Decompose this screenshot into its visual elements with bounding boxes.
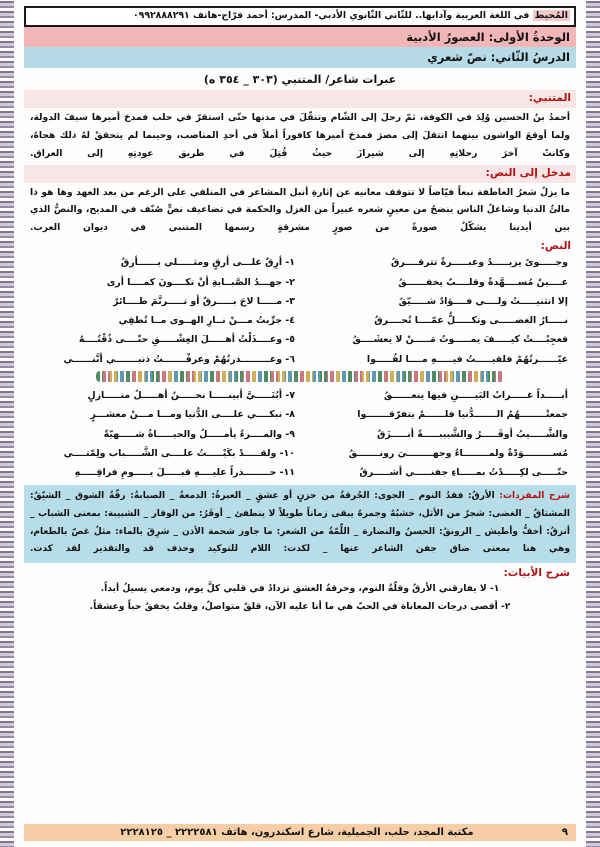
verse-number: ١١- — [279, 467, 295, 479]
verse-hemistich-first — [28, 425, 301, 444]
verse-hemistich-second: إلا انثنيـــــتُ ولــــي فــــؤادٌ شـــــيّقُ — [398, 295, 568, 307]
publisher-info: مكتبة المجد، حلب، الجميلية، شارع اسكندرون، هاتف ٢٢٢٢٥٨١ _ ٢٢٢٨١٢٥ — [120, 827, 474, 838]
verse-text: وعــــذَلْتُ أهـــــلَ العِشْـــــقِ حتّــــى ذُقْتُــــهُ — [78, 334, 283, 346]
verse-hemistich-first — [28, 463, 301, 482]
verse-row — [28, 311, 572, 330]
verse-hemistich-first — [28, 444, 301, 463]
explanation-line: ٢- أقصى درجات المعاناة في الحبّ هي ما أنا عليه الآن، قلقٌ متواصلٌ، وقلبٌ يخفقُ حباً وعشقاً. — [89, 601, 511, 613]
page-content — [18, 0, 582, 847]
verse-number: ٥- — [285, 334, 295, 346]
verse-hemistich-second: نـــــارُ الغضـــــى وتكـــــلُّ عمّــــا تُحــــرقُ — [374, 315, 568, 327]
verse-text: أبُنَـــــيَّ أبينـــــا نحـــــنُ أهـــــلُ منـــــازلٍ — [87, 390, 283, 402]
decorative-divider — [96, 371, 504, 382]
verse-hemistich-second: مُســـــــــوَدّةٌ ولمــــــــاءُ وجهــــــــيَ رونـــــــقُ — [348, 447, 568, 459]
verse-text: جهـــدُ الصَّبــابةِ أنْ تكــــونَ كمــــا أرى — [106, 276, 283, 288]
verse-row — [28, 253, 572, 272]
verse-text: وعـــــــــذرتُهُمْ وعرفْـــــــتُ ذنبـــــــي أنَّنــــــي — [63, 353, 283, 365]
verse-hemistich-second: جمعتْــــــــهُمُ الـــــــدُّنيا فلــــــمْ يتفرّقـــــــوا — [357, 409, 568, 421]
verses-group-one — [24, 252, 576, 369]
verse-text: نبكــــي علــــى الدُّنيا ومـــا مـــنْ معشـــرٍ — [90, 409, 283, 421]
verse-number: ٧- — [285, 390, 295, 402]
explanation-line: ١- لا يفارقني الأرقُ وقلّةُ النوم، وحرقةُ العشق تزدادُ في قلبي كلَّ يوم، ودمعي يسيلُ أبداً. — [100, 582, 500, 594]
verse-row — [28, 330, 572, 349]
verse-number: ٢- — [285, 276, 295, 288]
subject-line: عبرات شاعر/ المتنبي (٣٠٣ _ ٣٥٤ ه) — [203, 73, 397, 87]
verse-hemistich-first — [28, 386, 301, 405]
verse-hemistich-second: عيّــــــرتُهُمْ فلقيـــــتُ فيـــــهِ مــــا لقُـــــوا — [366, 353, 568, 365]
verse-hemistich-first — [28, 292, 301, 311]
verse-text: والمــــرءُ يأمـــــلُ والحيـــــاةُ شـــــهيّةٌ — [103, 428, 283, 440]
verse-text: جرِّبتُ مـــنْ نــارِ الهــوى مــا تُطفِي — [118, 315, 283, 327]
verse-number: ٣- — [285, 295, 295, 307]
verse-number: ٨- — [285, 409, 295, 421]
verse-row — [28, 425, 572, 444]
verse-hemistich-second: حتّـــــى لكِـــــدْتُ بمـــــاءِ جفنـــــي أشـــــرقُ — [359, 467, 568, 479]
verse-hemistich-first — [28, 330, 301, 349]
verse-hemistich-first — [28, 350, 301, 369]
lesson-band: الدرسُ الثّاني: نصّ شعري — [24, 47, 576, 68]
text-heading: النص: — [540, 240, 571, 253]
verse-hemistich-first — [28, 253, 301, 272]
verse-hemistich-first — [28, 405, 301, 424]
title-rest: في اللغة العربية وآدابها.. للثّاني الثّانوي الأدبي- المدرس: أحمد فرّاج-هاتف ٠٩٩٢٨٨٨٢٩١ — [132, 10, 533, 21]
verse-row — [28, 292, 572, 311]
verse-text: أرِقٌ علـــى أرقٍ ومثـــــلي يــــــأرقُ — [120, 257, 283, 269]
unit-band: الوحدةُ الأولى: العصورُ الأدبية — [24, 27, 576, 48]
verses-group-two — [24, 385, 576, 482]
verse-hemistich-second: وجـــــوىً يزيـــــدُ وعبـــــرةٌ تترقــــرقُ — [391, 257, 568, 269]
verse-hemistich-second: أبـــــداً غـــــرابُ البَيـــــنِ فيها ينعــــــقُ — [383, 390, 568, 402]
verse-row — [28, 350, 572, 369]
decorative-border-right — [0, 0, 14, 847]
vocabulary-block — [24, 485, 576, 562]
verse-hemistich-first — [28, 311, 301, 330]
intro-body: ما يزلُ شعرُ العاطفة نبعاً فيّاضاً لا تتوقف معانيه عن إثارةِ أنبل المشاعر في المتلقي على الرغم من بعد العهد وها هو ذا مالئُ الدنيا وشاغلُ الناس ينضحُ من معينٍ شعره عبيراً من الغزل والحكمة في تضاعيف نصٍّ صُنّف في المديح، والنصُّ الذي بين أيدينا يشكّلُ صورةً من صورٍ مشرقةٍ رسمها المتنبي في ديوان العرب. — [30, 186, 570, 234]
footer-bar — [24, 824, 576, 841]
explanation-heading: شرح الأبيات: — [503, 566, 570, 579]
verse-text: مـــــا لاحَ بـــــرقٌ أو تـــــرنَّمَ طــــائرٌ — [113, 295, 283, 307]
verse-number: ٩- — [285, 428, 295, 440]
verse-row — [28, 463, 572, 482]
verse-number: ١٠- — [279, 447, 295, 459]
poet-heading: المتنبي: — [24, 90, 576, 108]
verse-text: ولقـــــدْ بكَيْـــــتُ علــــى الشَّـــــباب ولِمّتــــي — [63, 447, 277, 459]
verse-row — [28, 386, 572, 405]
verse-hemistich-second: فعجِبْــــتُ كيـــــفَ يمـــــوتُ مَـــــنْ لا يعشَــــقُ — [352, 334, 568, 346]
verse-row — [28, 444, 572, 463]
verse-hemistich-second: والشَّـــــيبُ أوقَـــــرُ والشَّبيبـــــةُ أنـــــزَقُ — [377, 428, 568, 440]
vocabulary-heading: شرح المفردات: — [499, 491, 570, 502]
intro-heading: مدخل إلى النص: — [24, 165, 576, 183]
decorative-border-left — [586, 0, 600, 847]
poet-biography: أحمدُ بنُ الحسين وُلِدَ في الكوفة، ثمّ رحلَ إلى الشّام وتنقّلَ في مدنها حتّى استقرّ في حلب فمدحَ أميرها سيفَ الدولة، ولما أوقعَ الواشون بينهما انتقلَ إلى مصرَ فمدحَ أميرها كافوراً أملاً في أحدِ المناصب، وحينما لم يتحققْ لهُ ذلك هجاهُ، وكانتْ آخرَ رحلاتِهِ إلى شيرازَ حيثُ قُتِلَ في طريق عودتِهِ إلى العراق. — [30, 112, 570, 159]
verse-number: ٦- — [285, 353, 295, 365]
verse-number: ٤- — [285, 315, 295, 327]
page-number: ٩ — [561, 827, 568, 838]
verse-number: ١- — [285, 257, 295, 269]
verse-row — [28, 273, 572, 292]
document-title-bar — [24, 6, 576, 27]
verse-row — [28, 405, 572, 424]
footer-wrapper — [24, 824, 576, 847]
verse-text: حــــــــذراً عليــــهِ قبـــــلَ يـــــومِ فراقِـــــهِ — [74, 467, 277, 479]
verse-hemistich-second: عــــينٌ مُســــهَّدةٌ وقلــــبٌ يخفــــــقُ — [398, 276, 568, 288]
verse-hemistich-first — [28, 273, 301, 292]
title-highlight: المُحيط — [534, 10, 568, 21]
vocabulary-body: الأرقُ: فقدُ النوم _ الجوى: الحُرقةُ من حزنٍ أو عشقٍ _ العبرةُ: الدمعةُ _ الصبابةُ: رقّةُ الشوق _ الشيّقُ: المشتاقُ _ الغضى: شجرٌ من الأثل، خشبُهُ وجمرهُ يبقى زماناً طويلاً لا ينطفئ _ أوقَرُ: من الوقار _ الشبيبة: بمعنى الشباب _ أنزقُ: أخفُّ وأطيش _ الرونقُ: الحسنُ والنضارة _ اللِّمّةُ من الشعر: ما جاوز شحمة الأذن _ شرِقَ بالماء: مثلُ غصّ بالطعام، وهي هنا بمعنى ضاق جفن الشاعر عنها _ لكدت: اللام للتوكيد وحذف قد والتقدير لقد كدت. — [30, 491, 570, 555]
